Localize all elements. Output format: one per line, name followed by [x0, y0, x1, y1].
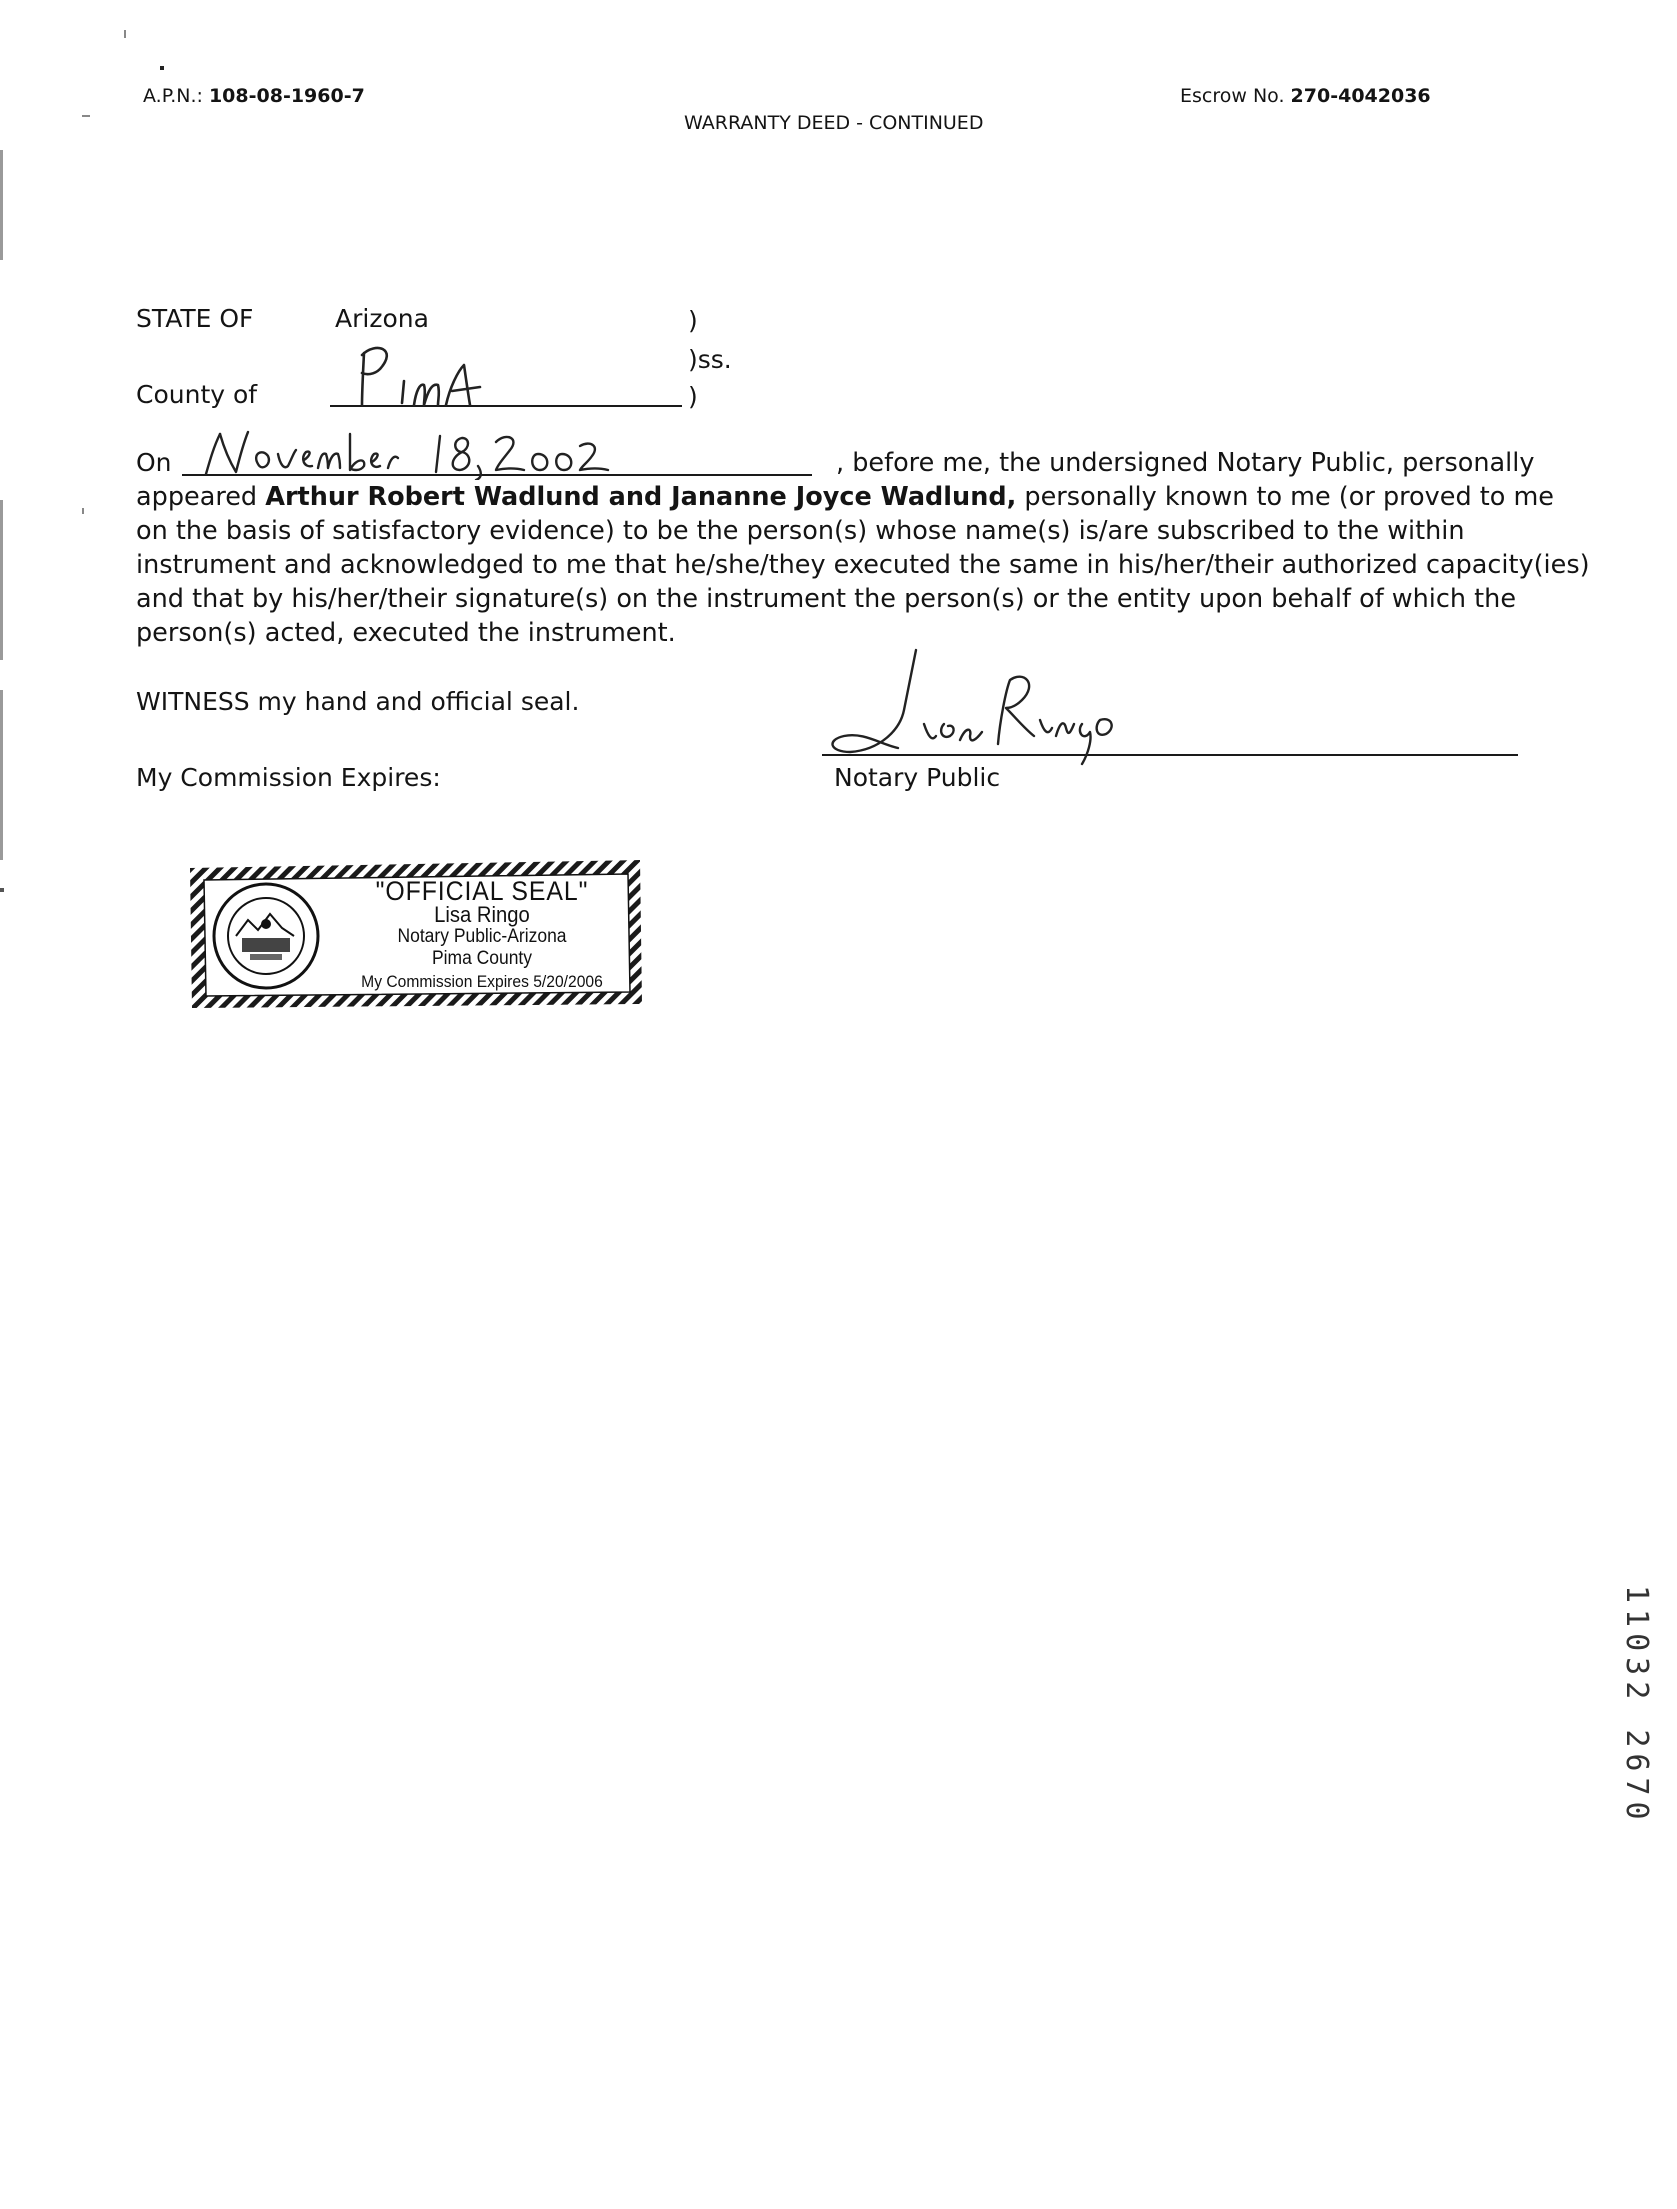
ack-line-2	[136, 480, 1556, 514]
scan-mark	[0, 500, 3, 660]
ack-line-3: on the basis of satisfactory evidence) to be the person(s) whose name(s) is/are subscribed to the within	[136, 516, 1465, 546]
witness-text: WITNESS my hand and official seal.	[136, 687, 580, 716]
venue-paren: )	[688, 382, 698, 411]
notary-signature	[820, 640, 1120, 774]
scan-mark	[0, 690, 3, 860]
state-value: Arizona	[335, 304, 429, 333]
county-handwritten	[350, 335, 490, 419]
state-label: STATE OF	[136, 304, 254, 333]
arizona-state-emblem	[214, 884, 318, 988]
seal-county: Pima County	[431, 948, 533, 969]
notary-public-label: Notary Public	[834, 763, 1001, 792]
ack-line-2-rest: personally known to me (or proved to me	[1016, 482, 1554, 512]
seal-notary-name: Lisa Ringo	[434, 902, 530, 927]
commission-expires-label: My Commission Expires:	[136, 763, 441, 792]
scan-mark	[0, 150, 3, 260]
seal-title: "OFFICIAL SEAL"	[375, 876, 589, 906]
apn-value: 108-08-1960-7	[208, 85, 365, 107]
on-label: On	[136, 448, 172, 477]
official-seal-stamp	[186, 856, 646, 1012]
seal-office: Notary Public-Arizona	[397, 926, 567, 947]
escrow-label: Escrow No.	[1180, 85, 1285, 107]
scan-mark	[82, 115, 90, 117]
seal-expires: My Commission Expires 5/20/2006	[361, 972, 603, 991]
ack-line-5: and that by his/her/their signature(s) on the instrument the person(s) or the entity upon behalf of which the	[136, 584, 1517, 614]
scan-mark	[0, 888, 4, 892]
ack-line-2-start: appeared	[136, 482, 266, 512]
apn-label: A.P.N.:	[143, 85, 203, 107]
escrow-line	[1180, 85, 1431, 107]
escrow-value: 270-4042036	[1290, 85, 1431, 107]
grantor-names: Arthur Robert Wadlund and Jananne Joyce Wadlund,	[265, 482, 1017, 512]
ack-line-1-text: , before me, the undersigned Notary Public, personally	[836, 448, 1535, 478]
acknowledgment-paragraph	[136, 446, 1590, 650]
ack-line-6: person(s) acted, executed the instrument.	[136, 618, 676, 648]
apn-line	[143, 85, 365, 107]
scan-mark	[124, 30, 126, 38]
recording-number-stamp	[1618, 1585, 1658, 1945]
venue-ss: )ss.	[688, 345, 732, 374]
recording-number-text: 11032 2670	[1619, 1585, 1654, 1826]
ack-line-4: instrument and acknowledged to me that he/she/they executed the same in his/her/their authorized capacity(ies)	[136, 550, 1590, 580]
ack-line-1	[136, 446, 1556, 480]
document-title: WARRANTY DEED - CONTINUED	[684, 112, 984, 134]
scan-mark	[160, 66, 164, 70]
county-label: County of	[136, 380, 258, 409]
venue-paren: )	[688, 306, 698, 335]
scan-mark	[82, 508, 84, 514]
